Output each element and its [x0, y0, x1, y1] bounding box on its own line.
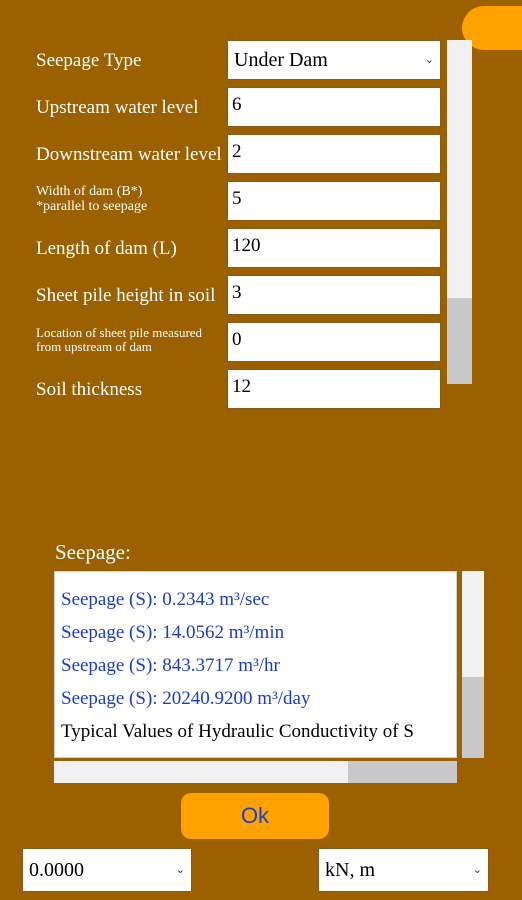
result-line: Seepage (S): 20240.9200 m³/day: [61, 688, 311, 709]
soil-thickness-input[interactable]: 12: [227, 369, 441, 409]
result-line: Seepage (S): 14.0562 m³/min: [61, 622, 285, 643]
ok-button[interactable]: Ok: [181, 793, 329, 839]
downstream-label: Downstream water level: [36, 143, 222, 165]
sheet-pile-height-row: [28, 275, 443, 317]
chevron-down-icon: ⌄: [175, 863, 185, 876]
form-scrollbar[interactable]: [447, 40, 472, 384]
downstream-input[interactable]: 2: [227, 134, 441, 174]
chevron-down-icon: ⌄: [424, 53, 434, 66]
results-vertical-scrollbar[interactable]: [462, 571, 484, 758]
seepage-type-label: Seepage Type: [36, 49, 142, 71]
sheet-pile-height-input[interactable]: 3: [227, 275, 441, 315]
upstream-row: [28, 87, 443, 129]
width-label-line2: *parallel to seepage: [36, 199, 148, 215]
length-label: Length of dam (L): [36, 237, 177, 259]
sheet-pile-height-label: Sheet pile height in soil: [36, 284, 216, 306]
sheet-pile-location-input[interactable]: 0: [227, 322, 441, 362]
seepage-title: Seepage:: [55, 540, 131, 564]
sheet-pile-location-row: [28, 322, 443, 364]
sheet-pile-location-label-line1: Location of sheet pile measured: [36, 325, 203, 340]
units-select[interactable]: [318, 848, 489, 892]
seepage-type-row: [28, 40, 443, 82]
results-horizontal-scrollbar[interactable]: [54, 761, 457, 783]
sheet-pile-location-label-line2: from upstream of dam: [36, 339, 152, 355]
soil-thickness-label: Soil thickness: [36, 378, 143, 400]
soil-thickness-row: [28, 369, 443, 411]
value-select[interactable]: [22, 848, 192, 892]
width-row: [28, 181, 443, 223]
results-box: [54, 571, 457, 758]
length-row: [28, 228, 443, 270]
units-select-text: kN, m: [325, 859, 375, 881]
value-select-text: 0.0000: [29, 859, 84, 881]
chevron-down-icon: ⌄: [472, 863, 482, 876]
upstream-label: Upstream water level: [36, 96, 199, 118]
width-input[interactable]: 5: [227, 181, 441, 221]
results-horizontal-scrollbar-thumb[interactable]: [348, 761, 457, 783]
sheet-pile-location-label: [36, 322, 228, 368]
form-scrollbar-thumb[interactable]: [447, 298, 472, 384]
result-line: Typical Values of Hydraulic Conductivity of S: [61, 721, 414, 742]
width-label: [36, 181, 228, 226]
width-label-line1: Width of dam (B*): [36, 184, 143, 199]
seepage-type-value: Under Dam: [234, 49, 328, 71]
input-form: [28, 36, 443, 400]
upstream-input[interactable]: 6: [227, 87, 441, 127]
length-input[interactable]: 120: [227, 228, 441, 268]
result-line: Seepage (S): 843.3717 m³/hr: [61, 655, 280, 676]
downstream-row: [28, 134, 443, 176]
result-line: Seepage (S): 0.2343 m³/sec: [61, 589, 270, 610]
seepage-type-select[interactable]: [227, 40, 441, 80]
results-vertical-scrollbar-thumb[interactable]: [462, 677, 484, 758]
